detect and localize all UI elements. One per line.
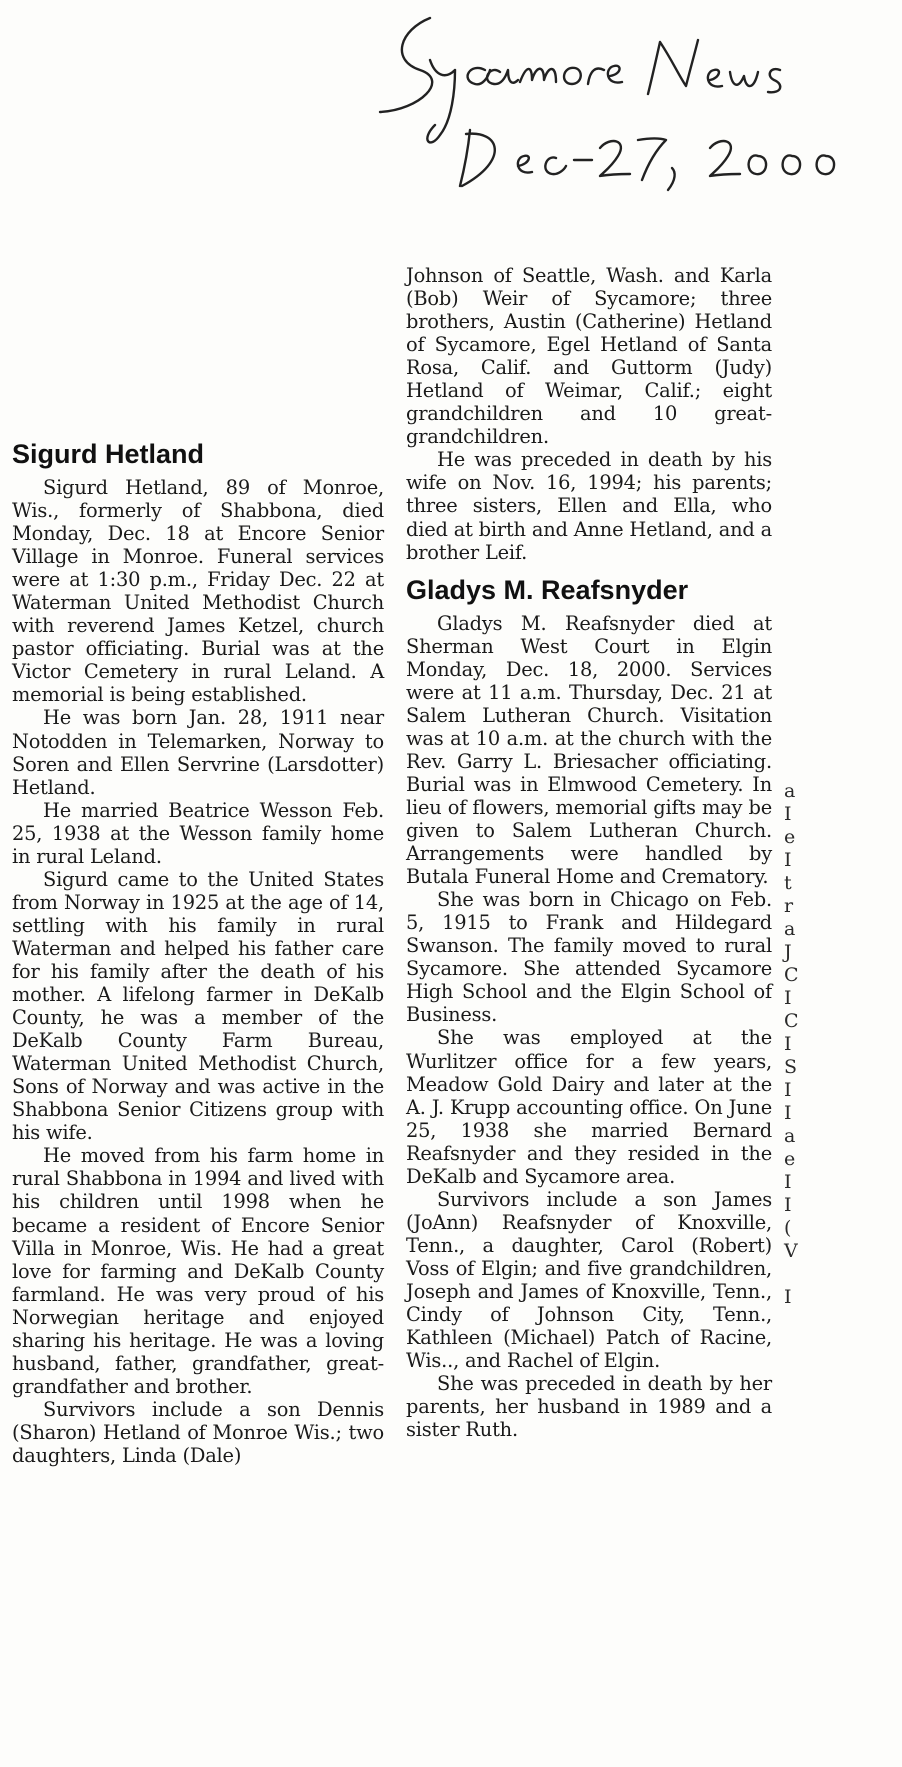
cut-off-letter: e (784, 1148, 796, 1170)
cut-off-letter: a (784, 1125, 796, 1147)
cut-off-letter: I (784, 849, 792, 871)
hetland-paragraph: He was born Jan. 28, 1911 near Notodden in Telemarken, Norway to Soren and Ellen Servrine (Larsdotter) Hetland. (12, 706, 384, 799)
cut-off-letter (784, 1263, 804, 1286)
cut-off-letter: S (784, 1056, 798, 1078)
reafsnyder-paragraph: Gladys M. Reafsnyder died at Sherman West Court in Elgin Monday, Dec. 18, 2000. Services were at 11 a.m. Thursday, Dec. 21 at Salem Lutheran Church. Visitation was at 10 a.m. at the church with the Rev. Garry L. Briesacher officiating. Burial was in Elmwood Cemetery. In lieu of flowers, memorial gifts may be given to Salem Lutheran Church. Arrangements were handled by Butala Funeral Home and Crematory. (406, 611, 772, 889)
cut-off-letter: I (784, 987, 792, 1009)
cut-off-letter: I (784, 1033, 792, 1055)
reafsnyder-paragraph: She was employed at the Wurlitzer office for a few years, Meadow Gold Dairy and later at the A. J. Krupp accounting office. On June 25, 1938 she married Bernard Reafsnyder and they resided in the DeKalb and Sycamore area. (406, 1026, 772, 1188)
cut-off-letter: r (784, 895, 794, 917)
cut-off-letter: ( (784, 1217, 792, 1239)
reafsnyder-paragraph: She was preceded in death by her parents, her husband in 1989 and a sister Ruth. (406, 1372, 772, 1442)
cut-off-letter: I (784, 1194, 792, 1216)
reafsnyder-paragraph: She was born in Chicago on Feb. 5, 1915 to Frank and Hildegard Swanson. The family moved to rural Sycamore. She attended Sycamore High School and the Elgin School of Business. (406, 888, 772, 1027)
cut-off-letter: C (784, 964, 799, 986)
hetland-paragraph: Sigurd Hetland, 89 of Monroe, Wis., formerly of Shabbona, died Monday, Dec. 18 at Encore Senior Village in Monroe. Funeral services were at 1:30 p.m., Friday Dec. 22 at Waterman United Methodist Church with reverend James Ketzel, church pastor officiating. Burial was at the Victor Cemetery in rural Leland. A memorial is being established. (12, 476, 384, 707)
headline-hetland: Sigurd Hetland (12, 439, 205, 469)
cut-off-letter: I (784, 803, 792, 825)
cut-off-letter: I (784, 1286, 792, 1308)
cut-off-letter: a (784, 918, 796, 940)
reafsnyder-paragraph: Survivors include a son James (JoAnn) Reafsnyder of Knoxville, Tenn., a daughter, Carol (Robert) Voss of Elgin; and five grandchildren, Joseph and James of Knoxville, Tenn., Cindy of Johnson City, Tenn., Kathleen (Michael) Patch of Racine, Wis.., and Rachel of Elgin. (406, 1187, 772, 1373)
cut-off-letter: a (784, 780, 796, 802)
cut-off-column-fragments (784, 780, 804, 1309)
cut-off-letter: C (784, 1010, 799, 1032)
hetland-paragraph: Survivors include a son Dennis (Sharon) Hetland of Monroe Wis.; two daughters, Linda (Dale) (12, 1397, 384, 1467)
handwritten-signature-drawing (360, 0, 900, 210)
cut-off-letter: t (784, 872, 792, 894)
cut-off-letter: I (784, 1102, 792, 1124)
hetland-paragraph: Sigurd came to the United States from Norway in 1925 at the age of 14, settling with his family in rural Waterman and helped his father care for his family after the death of his mother. A lifelong farmer in DeKalb County, he was a member of the DeKalb County Farm Bureau, Waterman United Methodist Church, Sons of Norway and was active in the Shabbona Senior Citizens group with his wife. (12, 867, 384, 1145)
column-right (406, 264, 772, 1441)
cut-off-letter: e (784, 826, 796, 848)
cut-off-letter: I (784, 1079, 792, 1101)
headline-reafsnyder: Gladys M. Reafsnyder (406, 574, 689, 605)
hetland-paragraph: He moved from his farm home in rural Shabbona in 1994 and lived with his children until 1998 when he became a resident of Encore Senior Villa in Monroe, Wis. He had a great love for farming and DeKalb County farmland. He was very proud of his Norwegian heritage and enjoyed sharing his heritage. He was a loving husband, father, grandfather, great-grandfather and brother. (12, 1144, 384, 1398)
hetland-continued-paragraph: He was preceded in death by his wife on Nov. 16, 1994; his parents; three sisters, Ellen and Ella, who died at birth and Anne Hetland, and a brother Leif. (406, 448, 772, 564)
column-left (12, 438, 384, 1467)
cut-off-letter: I (784, 1171, 792, 1193)
handwritten-note (360, 0, 900, 210)
cut-off-letter: J (784, 941, 792, 963)
hetland-continued-paragraph: Johnson of Seattle, Wash. and Karla (Bob) Weir of Sycamore; three brothers, Austin (Catherine) Hetland of Sycamore, Egel Hetland of Santa Rosa, Calif. and Guttorm (Judy) Hetland of Weimar, Calif.; eight grandchildren and 10 great-grandchildren. (406, 264, 772, 449)
hetland-paragraph: He married Beatrice Wesson Feb. 25, 1938 at the Wesson family home in rural Leland. (12, 798, 384, 868)
cut-off-letter: V (784, 1240, 798, 1262)
